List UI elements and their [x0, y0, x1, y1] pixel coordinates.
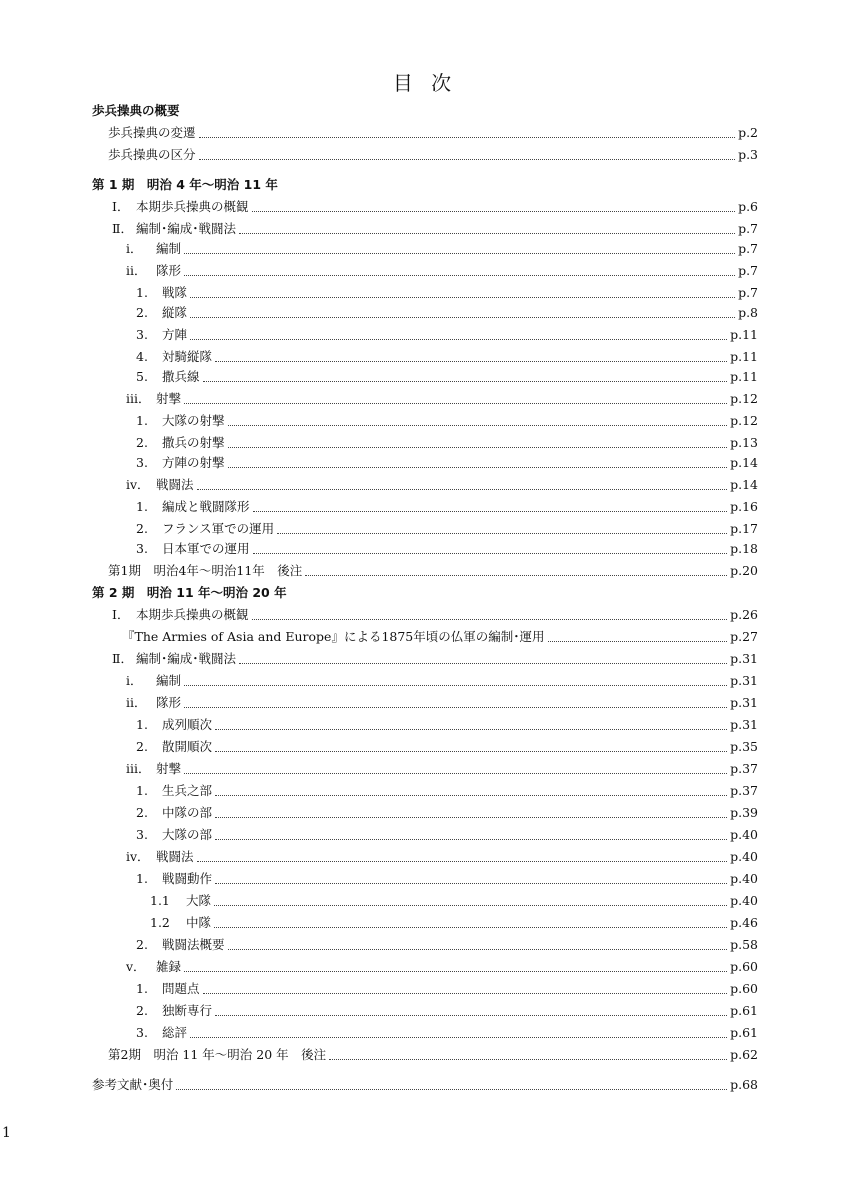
toc-entry-label: 雑録 [156, 959, 182, 974]
dot-leader [215, 882, 727, 884]
toc-entry-label: 編制･編成･戦闘法 [136, 221, 237, 236]
toc-entry [126, 956, 758, 976]
toc-entry [108, 144, 758, 164]
toc-entry [136, 780, 758, 800]
toc-entry [136, 452, 758, 472]
toc-entry-label: 大隊の射撃 [162, 413, 225, 428]
toc-entry-label: 戦隊 [162, 285, 188, 300]
toc-entry-label: 射撃 [156, 391, 182, 406]
dot-leader [239, 232, 735, 234]
dot-leader [190, 296, 735, 298]
dot-leader [228, 948, 728, 950]
dot-leader [228, 466, 728, 468]
toc-entry-page: p.61 [730, 1003, 758, 1018]
toc-entry-page: p.7 [738, 285, 758, 300]
toc-entry-page: p.39 [730, 805, 758, 820]
toc-entry-number: 3. [136, 1025, 148, 1040]
toc-entry [122, 626, 758, 646]
toc-entry-number: 3. [136, 541, 148, 556]
toc-entry-label: 成列順次 [162, 717, 213, 732]
dot-leader [184, 706, 727, 708]
toc-entry-page: p.35 [730, 739, 758, 754]
dot-leader [252, 210, 736, 212]
toc-entry-label: 戦闘法 [156, 477, 194, 492]
toc-entry-page: p.40 [730, 893, 758, 908]
toc-entry-label: 問題点 [162, 981, 200, 996]
toc-entry-page: p.62 [730, 1047, 758, 1062]
toc-entry [136, 538, 758, 558]
toc-entry-page: p.11 [730, 327, 758, 342]
toc-entry [92, 1074, 758, 1094]
toc-entry-page: p.7 [738, 241, 758, 256]
toc-entry-label: 編制 [156, 673, 182, 688]
toc-entry [108, 560, 758, 580]
dot-leader [215, 728, 727, 730]
toc-entry-number: 4. [136, 349, 148, 364]
toc-entry-number: 2. [136, 805, 148, 820]
toc-entry [136, 824, 758, 844]
toc-entry-label: 歩兵操典の変遷 [108, 125, 196, 140]
toc-entry-number: ⅳ． [126, 849, 150, 864]
toc-entry-label: 戦闘法 [156, 849, 194, 864]
toc-entry-number: 2. [136, 739, 148, 754]
dot-leader [203, 992, 728, 994]
toc-entry-number: 1. [136, 413, 148, 428]
toc-entry-number: ⅰ． [126, 673, 143, 688]
toc-entry-label: 第1期 明治4年〜明治11年 後注 [108, 563, 303, 578]
toc-entry [126, 692, 758, 712]
toc-entry-label: 中隊 [186, 915, 212, 930]
toc-entry [126, 238, 758, 258]
toc-entry-page: p.58 [730, 937, 758, 952]
toc-entry [112, 648, 758, 668]
toc-entry-page: p.16 [730, 499, 758, 514]
dot-leader [253, 552, 728, 554]
toc-entry-page: p.27 [730, 629, 758, 644]
toc-entry-label: 方陣の射撃 [162, 455, 225, 470]
toc-entry-label: 第 1 期 明治 4 年〜明治 11 年 [92, 177, 278, 192]
toc-entry-label: 隊形 [156, 695, 182, 710]
toc-entry [136, 802, 758, 822]
toc-section-heading [92, 174, 758, 194]
toc-entry-page: p.31 [730, 717, 758, 732]
toc-entry-number: 1. [136, 871, 148, 886]
toc-entry [126, 670, 758, 690]
toc-entry [136, 1000, 758, 1020]
toc-entry-number: ⅴ． [126, 959, 146, 974]
toc-section-heading [92, 100, 758, 120]
toc-entry [136, 868, 758, 888]
toc-entry-label: フランス軍での運用 [162, 521, 275, 536]
toc-entry-page: p.12 [730, 413, 758, 428]
toc-entry-label: 戦闘法概要 [162, 937, 225, 952]
dot-leader [199, 158, 736, 160]
toc-entry-label: 中隊の部 [162, 805, 213, 820]
toc-entry-label: 独断専行 [162, 1003, 213, 1018]
toc-entry-page: p.40 [730, 849, 758, 864]
toc-entry-label: 本期歩兵操典の概観 [136, 607, 249, 622]
toc-entry-label: 方陣 [162, 327, 188, 342]
dot-leader [253, 510, 728, 512]
dot-leader [184, 252, 735, 254]
dot-leader [176, 1088, 727, 1090]
toc-entry-page: p.61 [730, 1025, 758, 1040]
toc-entry-page: p.12 [730, 391, 758, 406]
page-title: 目 次 [392, 71, 458, 95]
toc-entry-page: p.13 [730, 435, 758, 450]
toc-entry-page: p.40 [730, 827, 758, 842]
dot-leader [203, 380, 728, 382]
toc-entry-page: p.60 [730, 981, 758, 996]
toc-entry-page: p.31 [730, 695, 758, 710]
dot-leader [215, 816, 727, 818]
toc-entry-page: p.7 [738, 263, 758, 278]
toc-entry-label: 総評 [162, 1025, 188, 1040]
toc-entry-number: 2. [136, 435, 148, 450]
toc-entry-number: Ⅱ． [112, 221, 133, 236]
toc-entry-number: 2. [136, 305, 148, 320]
toc-entry [108, 122, 758, 142]
toc-entry-page: p.31 [730, 651, 758, 666]
toc-entry [136, 346, 758, 366]
toc-entry [136, 432, 758, 452]
toc-entry [136, 736, 758, 756]
toc-entry-page: p.17 [730, 521, 758, 536]
toc-entry-label: 第 2 期 明治 11 年〜明治 20 年 [92, 585, 287, 600]
toc-entry [126, 388, 758, 408]
dot-leader [184, 274, 735, 276]
toc-entry [136, 366, 758, 386]
toc-entry-page: p.14 [730, 455, 758, 470]
toc-entry-page: p.40 [730, 871, 758, 886]
toc-entry-label: 歩兵操典の区分 [108, 147, 196, 162]
toc-entry-page: p.20 [730, 563, 758, 578]
dot-leader [197, 860, 728, 862]
toc-entry-page: p.60 [730, 959, 758, 974]
dot-leader [228, 424, 728, 426]
toc-entry [126, 474, 758, 494]
toc-entry-number: 3. [136, 327, 148, 342]
toc-entry-label: 大隊 [186, 893, 212, 908]
toc-entry [136, 978, 758, 998]
page-number: 1 [2, 1125, 11, 1141]
toc-entry [126, 260, 758, 280]
toc-entry [150, 890, 758, 910]
dot-leader [184, 772, 727, 774]
toc-entry-label: 日本軍での運用 [162, 541, 250, 556]
toc-entry-label: 射撃 [156, 761, 182, 776]
toc-entry [108, 1044, 758, 1064]
dot-leader [215, 838, 727, 840]
dot-leader [215, 360, 727, 362]
toc-entry-number: 2. [136, 1003, 148, 1018]
toc-entry-label: 生兵之部 [162, 783, 213, 798]
dot-leader [215, 1014, 727, 1016]
toc-entry [136, 518, 758, 538]
toc-entry [136, 324, 758, 344]
toc-entry [136, 496, 758, 516]
toc-entry-label: 散開順次 [162, 739, 213, 754]
dot-leader [215, 750, 727, 752]
dot-leader [214, 904, 727, 906]
toc-entry [136, 410, 758, 430]
toc-entry-number: ⅱ． [126, 263, 147, 278]
toc-entry [126, 846, 758, 866]
toc-entry-label: 撒兵の射撃 [162, 435, 225, 450]
toc-entry-page: p.6 [738, 199, 758, 214]
toc-entry-number: 1. [136, 783, 148, 798]
toc-entry-number: 1. [136, 717, 148, 732]
dot-leader [190, 1036, 727, 1038]
toc-entry-page: p.37 [730, 761, 758, 776]
toc-entry-number: Ⅰ． [112, 199, 130, 214]
toc-entry-number: 1. [136, 285, 148, 300]
toc-entry [136, 302, 758, 322]
dot-leader [239, 662, 727, 664]
toc-entry-page: p.8 [738, 305, 758, 320]
toc-entry-label: 参考文献･奥付 [92, 1077, 174, 1092]
toc-entry-page: p.3 [738, 147, 758, 162]
toc-entry-number: Ⅱ． [112, 651, 133, 666]
toc-entry-number: 3. [136, 455, 148, 470]
dot-leader [190, 338, 727, 340]
toc-entry-label: 大隊の部 [162, 827, 213, 842]
dot-leader [305, 574, 727, 576]
toc-entry-number: 2. [136, 937, 148, 952]
toc-entry-page: p.7 [738, 221, 758, 236]
dot-leader [215, 794, 727, 796]
toc-entry-label: 編制 [156, 241, 182, 256]
toc-entry-number: ⅰ． [126, 241, 143, 256]
toc-entry-label: 『The Armies of Asia and Europe』による1875年頃の仏軍の編制･運用 [122, 629, 545, 644]
dot-leader [184, 402, 727, 404]
toc-section-heading [92, 582, 758, 602]
dot-leader [329, 1058, 727, 1060]
toc-entry-page: p.46 [730, 915, 758, 930]
toc-entry-label: 縦隊 [162, 305, 188, 320]
toc-entry-page: p.11 [730, 369, 758, 384]
toc-entry-number: 1.1 [150, 893, 170, 908]
toc-entry [112, 218, 758, 238]
dot-leader [548, 640, 728, 642]
toc-entry-number: ⅲ． [126, 761, 151, 776]
toc-entry [112, 604, 758, 624]
toc-entry-number: 3. [136, 827, 148, 842]
toc-entry [150, 912, 758, 932]
dot-leader [190, 316, 735, 318]
toc-entry-number: ⅱ． [126, 695, 147, 710]
toc-entry-label: 編成と戦闘隊形 [162, 499, 250, 514]
toc-entry-page: p.11 [730, 349, 758, 364]
dot-leader [228, 446, 728, 448]
toc-entry-page: p.26 [730, 607, 758, 622]
toc-entry-label: 歩兵操典の概要 [92, 103, 180, 118]
toc-entry-page: p.31 [730, 673, 758, 688]
toc-entry-number: 1.2 [150, 915, 170, 930]
toc-entry-number: ⅳ． [126, 477, 150, 492]
dot-leader [184, 970, 727, 972]
toc-entry-page: p.68 [730, 1077, 758, 1092]
toc-entry-label: 隊形 [156, 263, 182, 278]
toc-entry [136, 714, 758, 734]
toc-entry [112, 196, 758, 216]
toc-entry [136, 1022, 758, 1042]
toc-entry-number: 2. [136, 521, 148, 536]
toc-entry-number: Ⅰ． [112, 607, 130, 622]
toc-entry-number: ⅲ． [126, 391, 151, 406]
dot-leader [197, 488, 728, 490]
dot-leader [214, 926, 727, 928]
toc-entry-page: p.37 [730, 783, 758, 798]
dot-leader [277, 532, 727, 534]
toc-entry-number: 1. [136, 981, 148, 996]
toc-entry-label: 編制･編成･戦闘法 [136, 651, 237, 666]
dot-leader [199, 136, 736, 138]
toc-entry-label: 戦闘動作 [162, 871, 213, 886]
toc-entry [136, 282, 758, 302]
toc-entry-page: p.18 [730, 541, 758, 556]
toc-entry-label: 撒兵線 [162, 369, 200, 384]
toc-entry-number: 5. [136, 369, 148, 384]
toc-entry-label: 第2期 明治 11 年〜明治 20 年 後注 [108, 1047, 327, 1062]
toc-entry-page: p.14 [730, 477, 758, 492]
toc-entry [136, 934, 758, 954]
toc-entry-label: 本期歩兵操典の概観 [136, 199, 249, 214]
dot-leader [252, 618, 728, 620]
dot-leader [184, 684, 727, 686]
toc-entry-label: 対騎縦隊 [162, 349, 213, 364]
toc-entry-number: 1. [136, 499, 148, 514]
toc-entry [126, 758, 758, 778]
toc-entry-page: p.2 [738, 125, 758, 140]
